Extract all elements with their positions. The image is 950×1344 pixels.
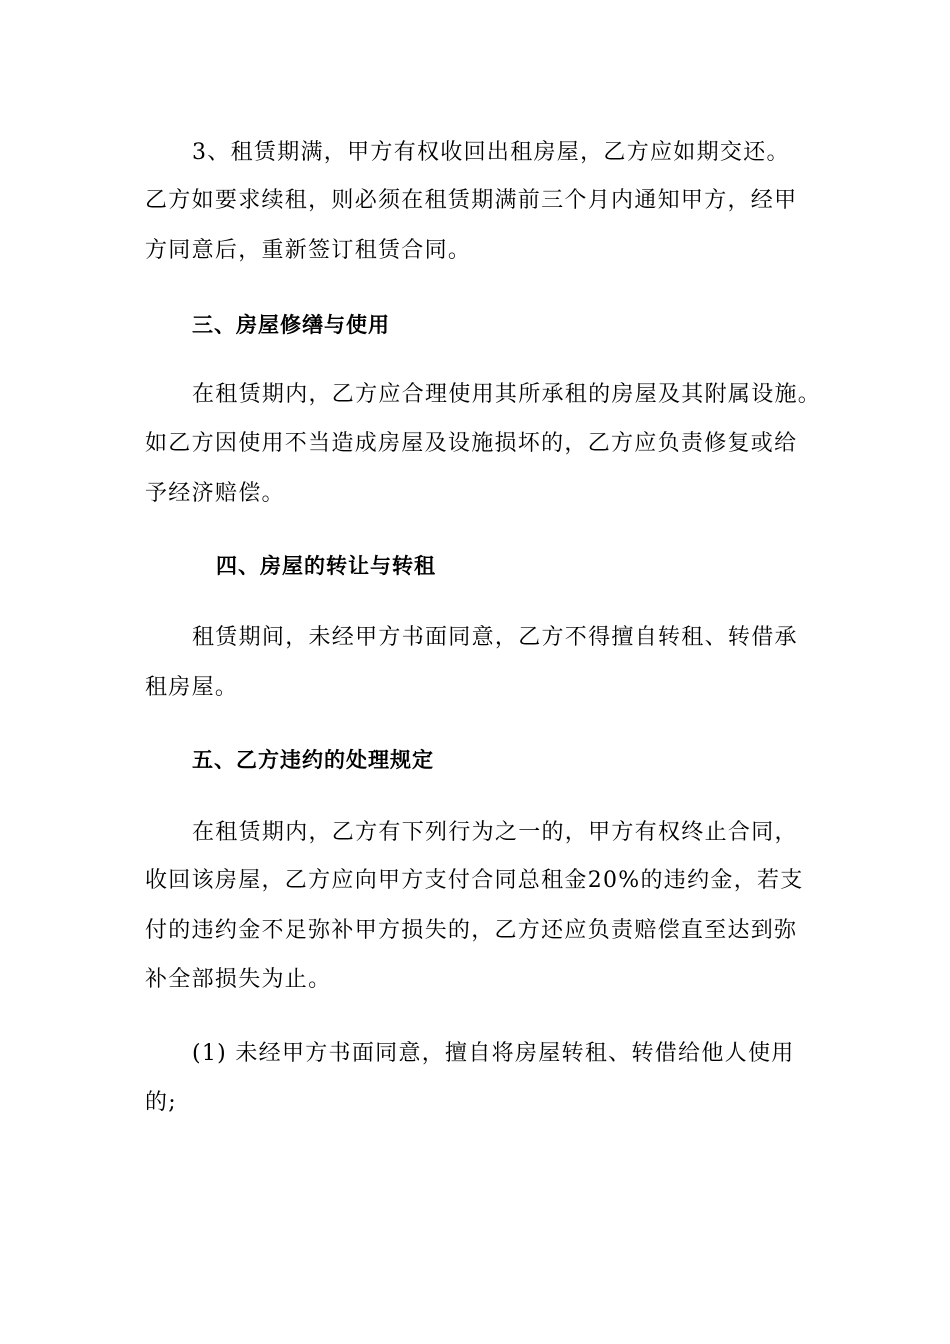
paragraph-line: 补全部损失为止。 xyxy=(145,967,332,992)
paragraph-line: 予经济赔偿。 xyxy=(145,481,285,506)
paragraph-line: 乙方如要求续租，则必须在租赁期满前三个月内通知甲方，经甲 xyxy=(145,188,798,213)
paragraph-line: 在租赁期内，乙方应合理使用其所承租的房屋及其附属设施。 xyxy=(192,382,822,407)
paragraph-line: (1) 未经甲方书面同意，擅自将房屋转租、转借给他人使用 xyxy=(192,1041,795,1066)
section-heading-4: 四、房屋的转让与转租 xyxy=(216,554,436,578)
paragraph-line: 在租赁期内，乙方有下列行为之一的，甲方有权终止合同， xyxy=(192,820,798,845)
paragraph-line: 租房屋。 xyxy=(145,675,239,700)
paragraph-line: 如乙方因使用不当造成房屋及设施损坏的，乙方应负责修复或给 xyxy=(145,431,798,456)
section-heading-5: 五、乙方违约的处理规定 xyxy=(192,748,434,772)
paragraph-line: 租赁期间，未经甲方书面同意，乙方不得擅自转租、转借承 xyxy=(192,625,798,650)
paragraph-line: 付的违约金不足弥补甲方损失的，乙方还应负责赔偿直至达到弥 xyxy=(145,918,798,943)
paragraph-line: 收回该房屋，乙方应向甲方支付合同总租金20%的违约金，若支 xyxy=(145,868,804,893)
paragraph-line: 的; xyxy=(145,1090,178,1115)
section-heading-3: 三、房屋修缮与使用 xyxy=(192,313,390,337)
paragraph-line: 3、租赁期满，甲方有权收回出租房屋，乙方应如期交还。 xyxy=(192,140,790,165)
paragraph-line: 方同意后，重新签订租赁合同。 xyxy=(145,238,472,263)
